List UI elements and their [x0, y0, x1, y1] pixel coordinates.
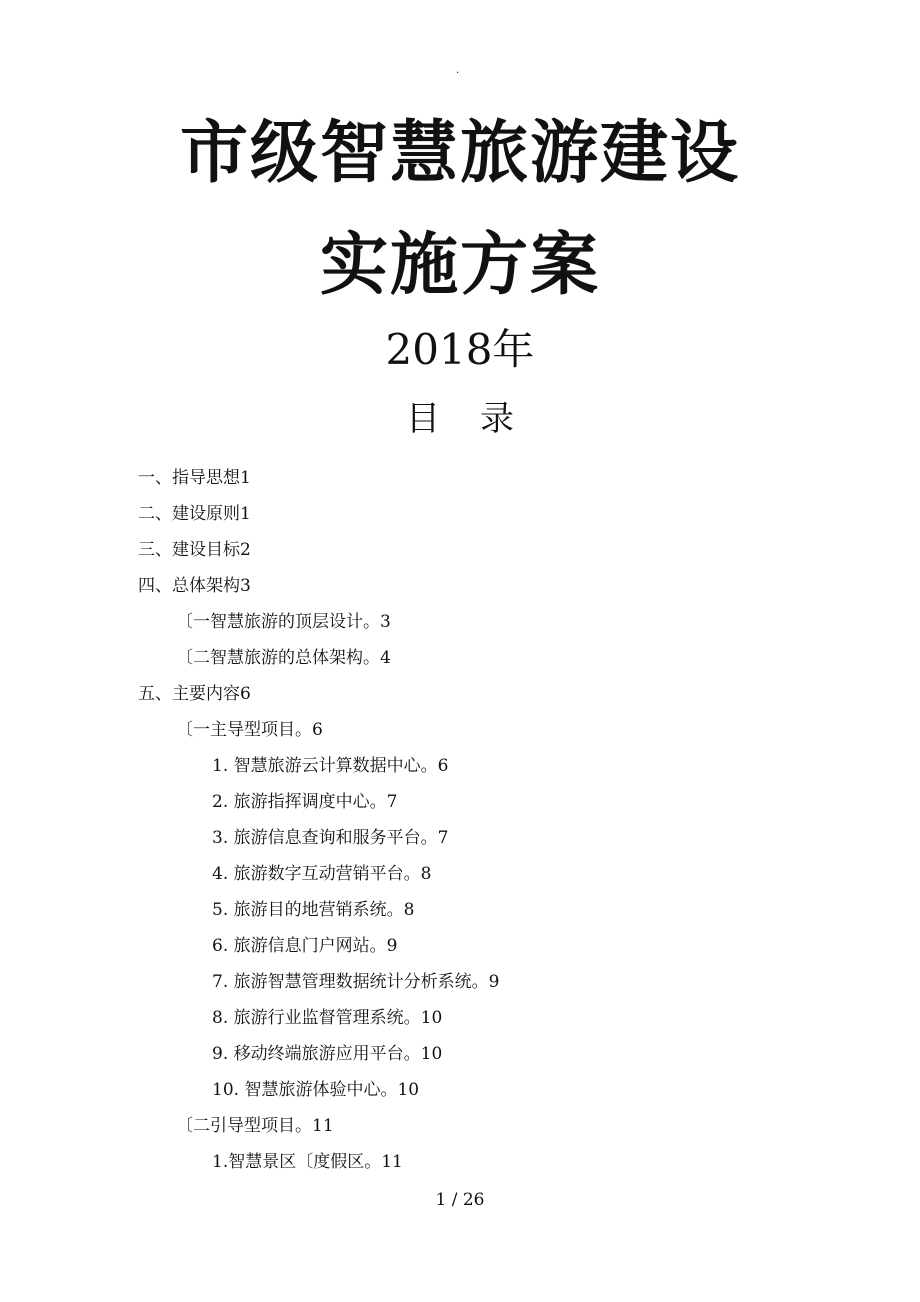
toc-entry[interactable]: 三、建设目标2 [138, 540, 251, 560]
toc-entry[interactable]: 1. 智慧旅游云计算数据中心。6 [212, 756, 449, 776]
toc-entry[interactable]: 6. 旅游信息门户网站。9 [212, 936, 398, 956]
toc-entry[interactable]: 10. 智慧旅游体验中心。10 [212, 1080, 420, 1100]
toc-heading-char-1: 目 [406, 399, 440, 439]
toc-entry[interactable]: 9. 移动终端旅游应用平台。10 [212, 1044, 443, 1064]
document-year: 2018年 [385, 325, 535, 374]
toc-entry[interactable]: 8. 旅游行业监督管理系统。10 [212, 1008, 443, 1028]
toc-entry[interactable]: 1.智慧景区〔度假区。11 [212, 1152, 403, 1172]
toc-entry[interactable]: 五、主要内容6 [138, 684, 251, 704]
document-title-line-2: 实施方案 [319, 226, 600, 305]
toc-entry[interactable]: 四、总体架构3 [138, 576, 251, 596]
toc-heading-char-2: 录 [480, 399, 514, 439]
toc-entry[interactable]: 〔二引导型项目。11 [176, 1116, 334, 1136]
header-mark: . [456, 65, 460, 76]
toc-entry[interactable]: 2. 旅游指挥调度中心。7 [212, 792, 398, 812]
toc-entry[interactable]: 5. 旅游目的地营销系统。8 [212, 900, 415, 920]
page-indicator: 1 / 26 [435, 1190, 485, 1210]
toc-entry[interactable]: 3. 旅游信息查询和服务平台。7 [212, 828, 449, 848]
toc-entry[interactable]: 〔一主导型项目。6 [176, 720, 323, 740]
toc-heading [0, 394, 920, 444]
toc-entry[interactable]: 一、指导思想1 [138, 468, 251, 488]
toc-entry[interactable]: 7. 旅游智慧管理数据统计分析系统。9 [212, 972, 500, 992]
document-title-line-1: 市级智慧旅游建设 [179, 114, 740, 193]
toc-entry[interactable]: 4. 旅游数字互动营销平台。8 [212, 864, 432, 884]
toc-entry[interactable]: 二、建设原则1 [138, 504, 251, 524]
toc-entry[interactable]: 〔二智慧旅游的总体架构。4 [176, 648, 391, 668]
toc-entry[interactable]: 〔一智慧旅游的顶层设计。3 [176, 612, 391, 632]
